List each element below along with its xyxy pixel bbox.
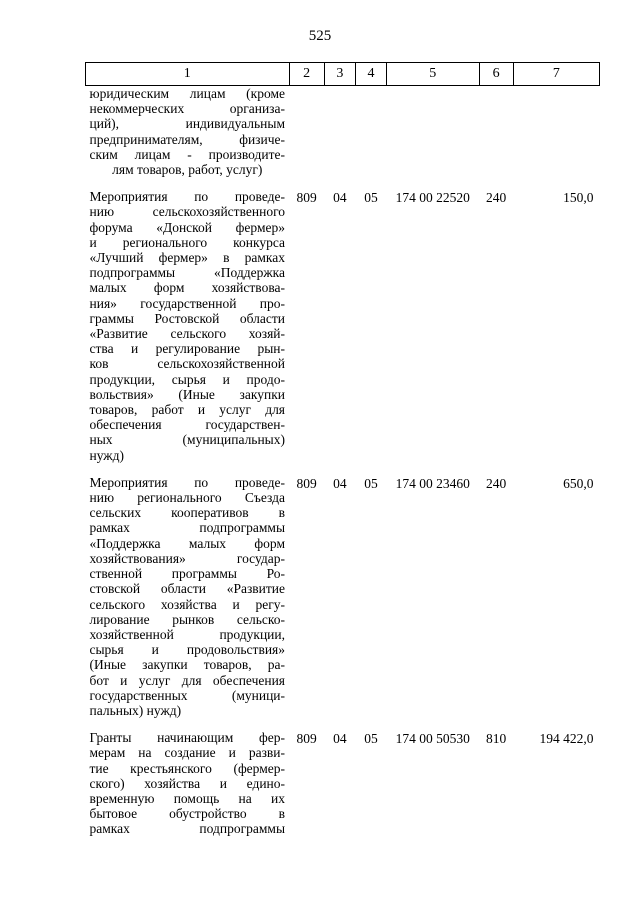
text-line: форума «Донской фермер» xyxy=(89,219,286,235)
expense-type-code: 240 xyxy=(486,475,507,491)
page-number: 525 xyxy=(308,28,332,44)
ministry-code: 809 xyxy=(296,190,317,206)
text-line: «Развитие сельского хозяй- xyxy=(89,326,286,342)
text-line: некоммерческих организа- xyxy=(89,101,286,117)
table-row-continuation xyxy=(86,86,600,190)
text-line: малых форм хозяйствова- xyxy=(89,280,286,296)
text-line: мерам на создание и разви- xyxy=(89,745,286,761)
text-line: «Лучший фермер» в рамках xyxy=(89,250,286,266)
text-line: нию регионального Съезда xyxy=(89,490,286,506)
text-line: стовской области «Развитие xyxy=(89,581,286,597)
column-header-4: 4 xyxy=(355,63,386,86)
text-line: продукции, сырья и продо- xyxy=(89,371,286,387)
budget-table xyxy=(85,62,600,837)
text-line: товаров, работ и услуг для xyxy=(89,402,286,418)
expense-type-code: 240 xyxy=(486,190,507,206)
text-line: ций), индивидуальным xyxy=(89,116,286,132)
column-header-5: 5 xyxy=(387,63,479,86)
text-line: ского) хозяйства и едино- xyxy=(89,775,286,791)
target-article-code: 174 00 22520 xyxy=(395,190,470,206)
section-code: 04 xyxy=(333,475,347,491)
column-header-3: 3 xyxy=(324,63,355,86)
text-line: ков сельскохозяйственной xyxy=(89,356,286,372)
text-line: вольствия» (Иные закупки xyxy=(89,386,286,402)
amount: 150,0 xyxy=(563,190,594,206)
row-description xyxy=(86,189,290,475)
text-line: ственной программы Ро- xyxy=(89,566,286,582)
text-line: нию сельскохозяйственного xyxy=(89,204,286,220)
column-header-1: 1 xyxy=(86,63,290,86)
table-header-row xyxy=(86,63,600,86)
subsection-code: 05 xyxy=(364,475,378,491)
text-line: Мероприятия по проведе- xyxy=(89,474,286,490)
ministry-code: 809 xyxy=(296,475,317,491)
text-line: тие крестьянского (фермер- xyxy=(89,760,286,776)
text-line: Мероприятия по проведе- xyxy=(89,189,286,205)
text-line: лям товаров, работ, услуг) xyxy=(112,162,263,178)
text-line: государственных (муници- xyxy=(89,687,286,703)
text-line: ства и регулирование рын- xyxy=(89,341,286,357)
text-line: хозяйствования» государ- xyxy=(89,550,286,566)
table-row xyxy=(86,730,600,836)
column-header-7: 7 xyxy=(513,63,599,86)
text-line: пальных) нужд) xyxy=(89,702,182,718)
text-line: «Поддержка малых форм xyxy=(89,535,286,551)
text-line: бытовое обустройство в xyxy=(89,806,286,822)
text-line: предпринимателям, физиче- xyxy=(89,131,286,147)
column-header-6: 6 xyxy=(479,63,513,86)
table-row xyxy=(86,189,600,475)
subsection-code: 05 xyxy=(364,190,378,206)
text-line: граммы Ростовской области xyxy=(89,310,286,326)
text-line: рамках подпрограммы xyxy=(89,520,286,536)
text-line: бот и услуг для обеспечения xyxy=(89,672,286,688)
section-code: 04 xyxy=(333,731,347,747)
text-line: ским лицам - производите- xyxy=(89,146,286,162)
subsection-code: 05 xyxy=(364,731,378,747)
section-code: 04 xyxy=(333,190,347,206)
text-line: юридическим лицам (кроме xyxy=(89,86,286,101)
text-line: сырья и продовольствия» xyxy=(89,642,286,658)
text-line: Гранты начинающим фер- xyxy=(89,730,286,746)
text-line: хозяйственной продукции, xyxy=(89,626,286,642)
table-row xyxy=(86,475,600,730)
text-line: рамках подпрограммы xyxy=(89,821,286,837)
text-line: лирование рынков сельско- xyxy=(89,611,286,627)
text-line: и регионального конкурса xyxy=(89,234,286,250)
target-article-code: 174 00 50530 xyxy=(395,731,470,747)
text-line: сельского хозяйства и регу- xyxy=(89,596,286,612)
ministry-code: 809 xyxy=(296,731,317,747)
column-header-2: 2 xyxy=(289,63,324,86)
text-line: временную помощь на их xyxy=(89,790,286,806)
row-description xyxy=(86,475,290,730)
text-line: (Иные закупки товаров, ра- xyxy=(89,657,286,673)
text-line: ных (муниципальных) xyxy=(89,432,286,448)
expense-type-code: 810 xyxy=(486,731,507,747)
text-line: нужд) xyxy=(89,447,124,463)
target-article-code: 174 00 23460 xyxy=(395,475,470,491)
row-description xyxy=(86,730,290,836)
amount: 194 422,0 xyxy=(539,731,594,747)
text-line: сельских кооперативов в xyxy=(89,505,286,521)
text-line: обеспечения государствен- xyxy=(89,417,286,433)
row-description xyxy=(86,86,290,190)
amount: 650,0 xyxy=(563,475,594,491)
text-line: подпрограммы «Поддержка xyxy=(89,265,286,281)
text-line: ния» государственной про- xyxy=(89,295,286,311)
